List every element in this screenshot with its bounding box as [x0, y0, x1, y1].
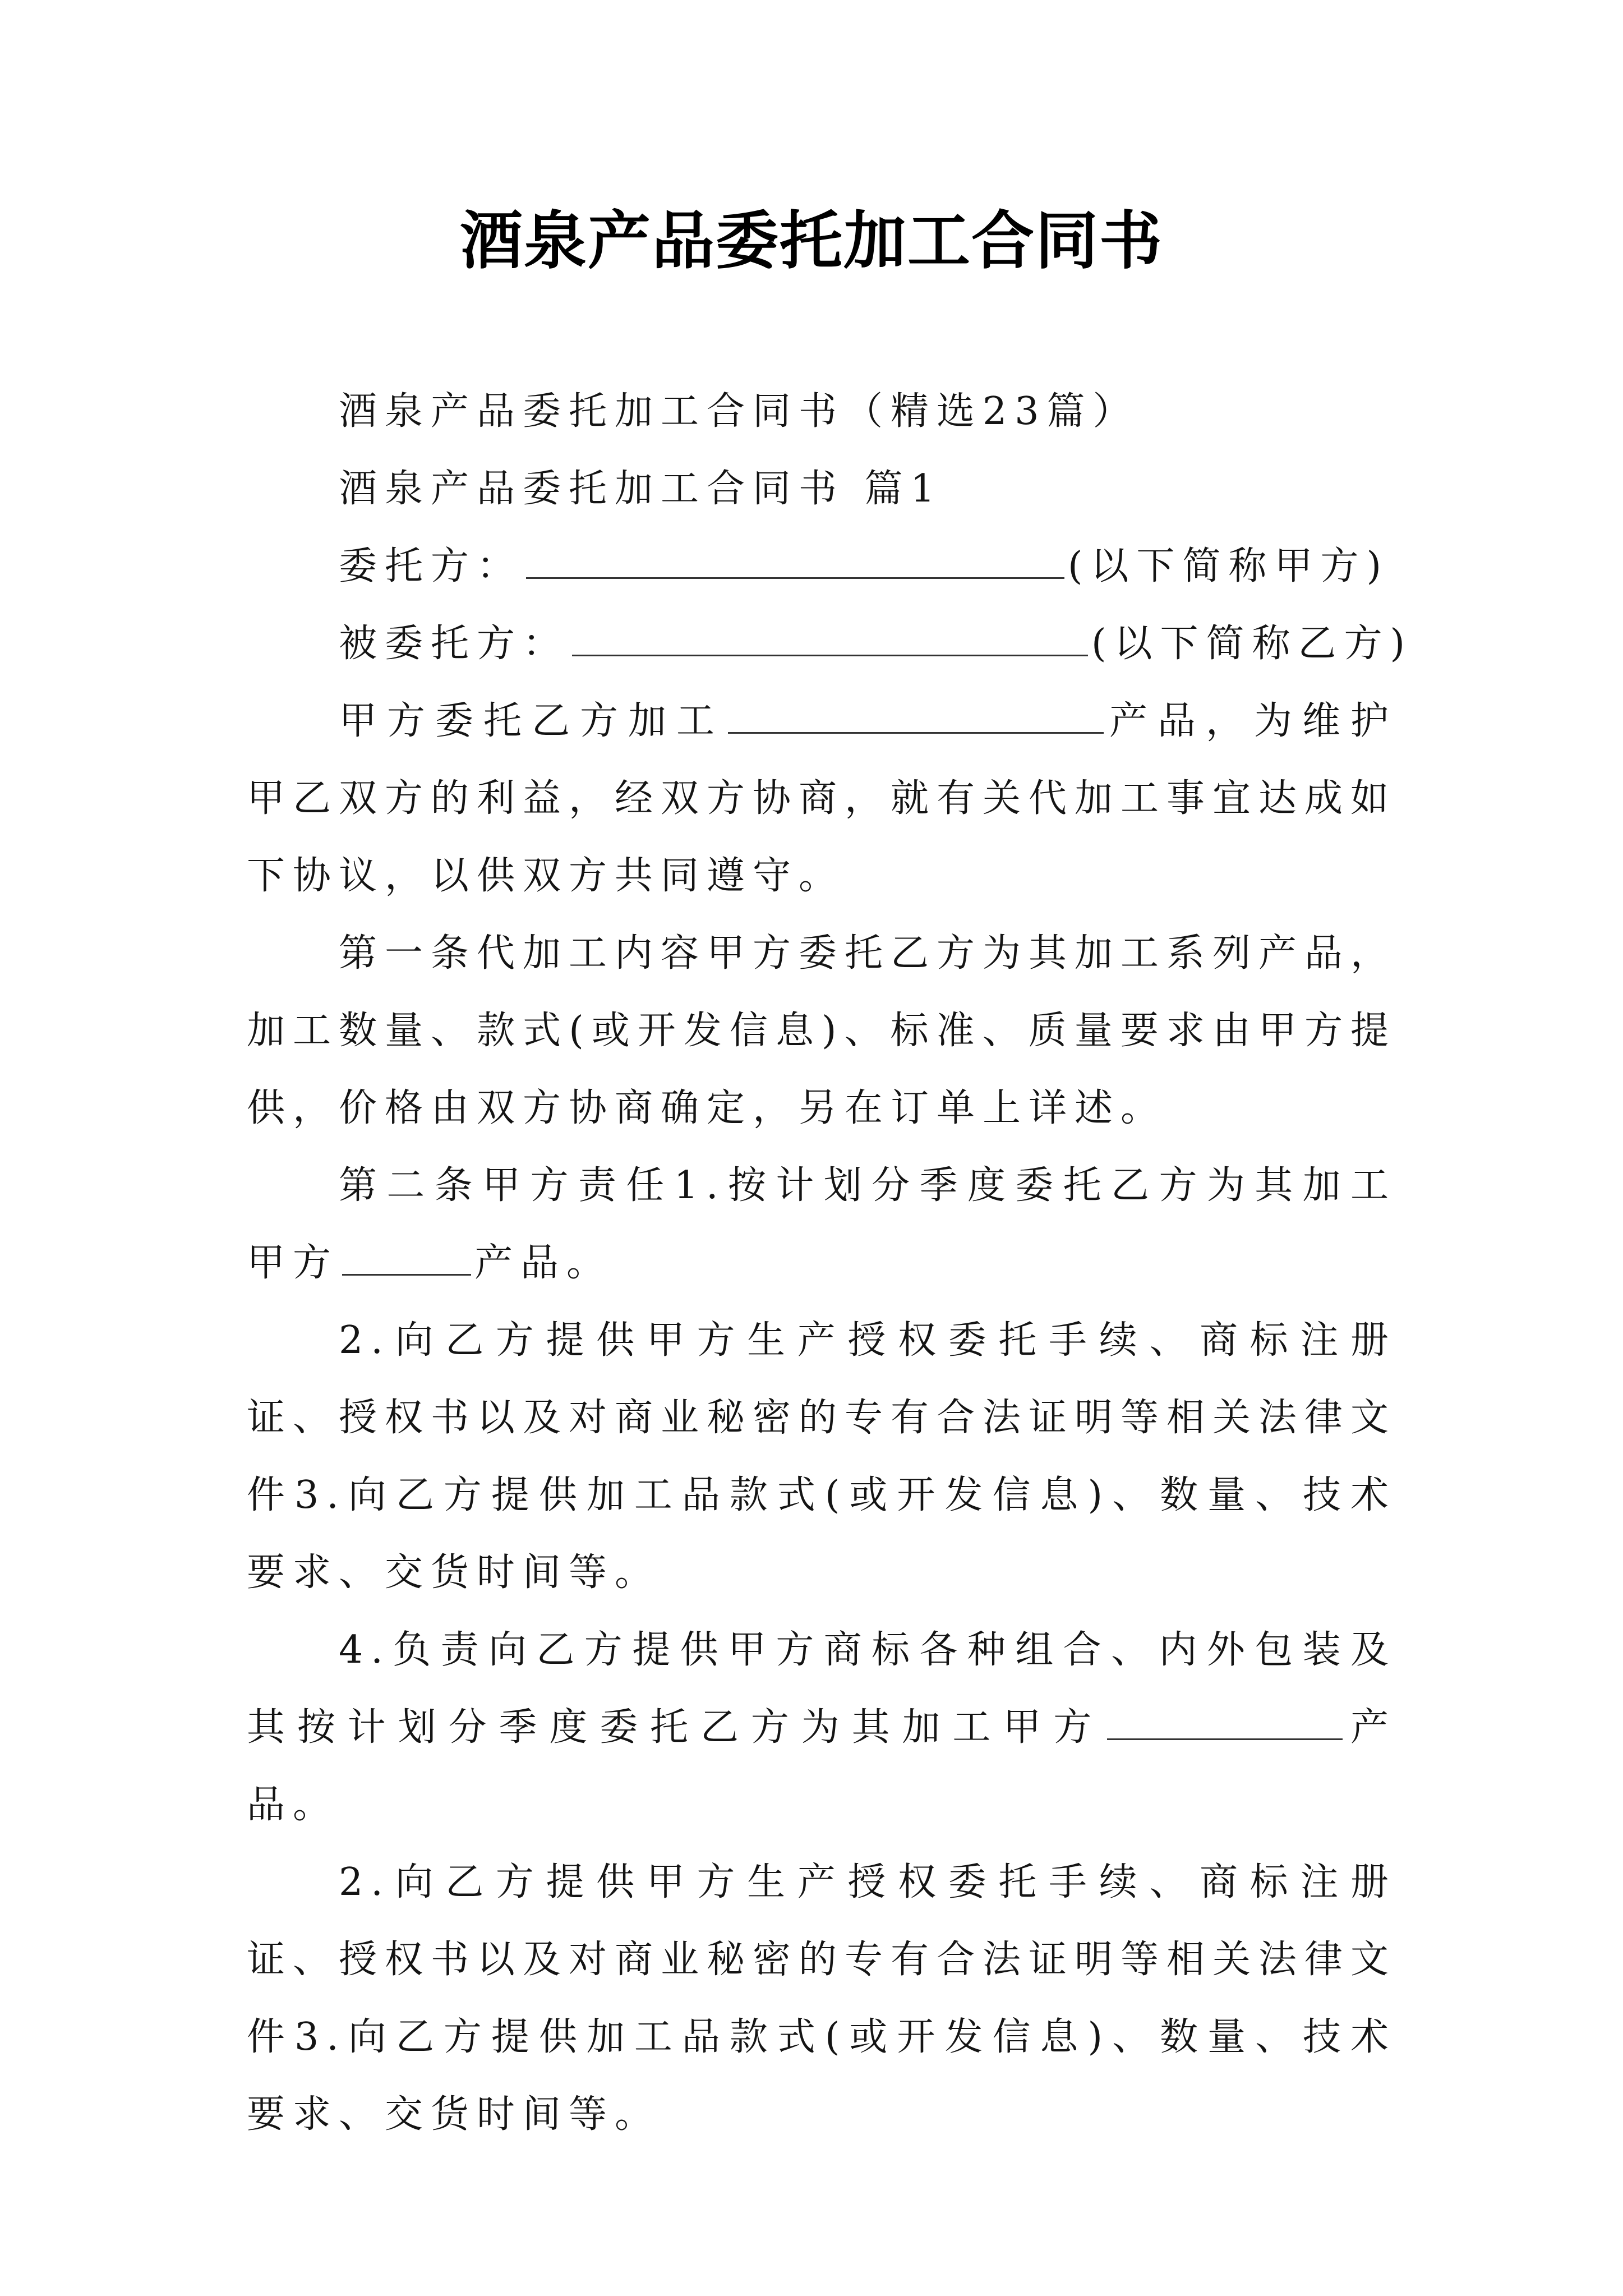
article-2-prefix: 第二条甲方责任1.按计划分季度委托乙方为其加工甲方: [247, 1163, 1396, 1285]
client-line: [247, 528, 1396, 605]
item-2-paragraph: 2.向乙方提供甲方生产授权委托手续、商标注册证、授权书以及对商业秘密的专有合法证明等相关法律文件3.向乙方提供加工品款式(或开发信息)、数量、技术要求、交货时间等。: [247, 1318, 1397, 1595]
article-2-blank: [342, 1240, 471, 1276]
document-title: 酒泉产品委托加工合同书: [460, 204, 1163, 278]
item-4-blank: [1107, 1705, 1343, 1740]
item-4-suffix: 产品。: [247, 1705, 1396, 1827]
article-1-paragraph: 第一条代加工内容甲方委托乙方为其加工系列产品，加工数量、款式(或开发信息)、标准、质量要求由甲方提供，价格由双方协商确定，另在订单上详述。: [247, 931, 1397, 1130]
intro-suffix: 产品，为维护甲乙双方的利益，经双方协商，就有关代加工事宜达成如下协议，以供双方共同遵守。: [247, 699, 1397, 898]
contractor-line: [247, 605, 1413, 683]
intro-prefix: 甲方委托乙方加工: [339, 699, 725, 743]
document-subtitle: 酒泉产品委托加工合同书（精选23篇）: [339, 389, 1139, 434]
client-suffix: (以下简称甲方): [1068, 544, 1390, 588]
contractor-blank: [572, 621, 1088, 656]
contractor-label: 被委托方：: [339, 622, 569, 666]
item-2-repeat-paragraph: 2.向乙方提供甲方生产授权委托手续、商标注册证、授权书以及对商业秘密的专有合法证明等相关法律文件3.向乙方提供加工品款式(或开发信息)、数量、技术要求、交货时间等。: [247, 1860, 1397, 2137]
item-4-prefix: 4.负责向乙方提供甲方商标各种组合、内外包装及其按计划分季度委托乙方为其加工甲方: [247, 1628, 1396, 1750]
document-body: [247, 373, 1413, 2154]
section-heading: 酒泉产品委托加工合同书 篇1: [339, 467, 943, 511]
product-blank: [728, 698, 1104, 734]
client-label: 委托方：: [339, 544, 523, 588]
client-blank: [526, 544, 1064, 579]
article-2-suffix: 产品。: [474, 1241, 613, 1285]
item-4-paragraph: [247, 1612, 1396, 1844]
intro-paragraph: [247, 683, 1396, 915]
article-2-paragraph: [247, 1147, 1396, 1302]
contractor-suffix: (以下简称乙方): [1091, 622, 1413, 666]
